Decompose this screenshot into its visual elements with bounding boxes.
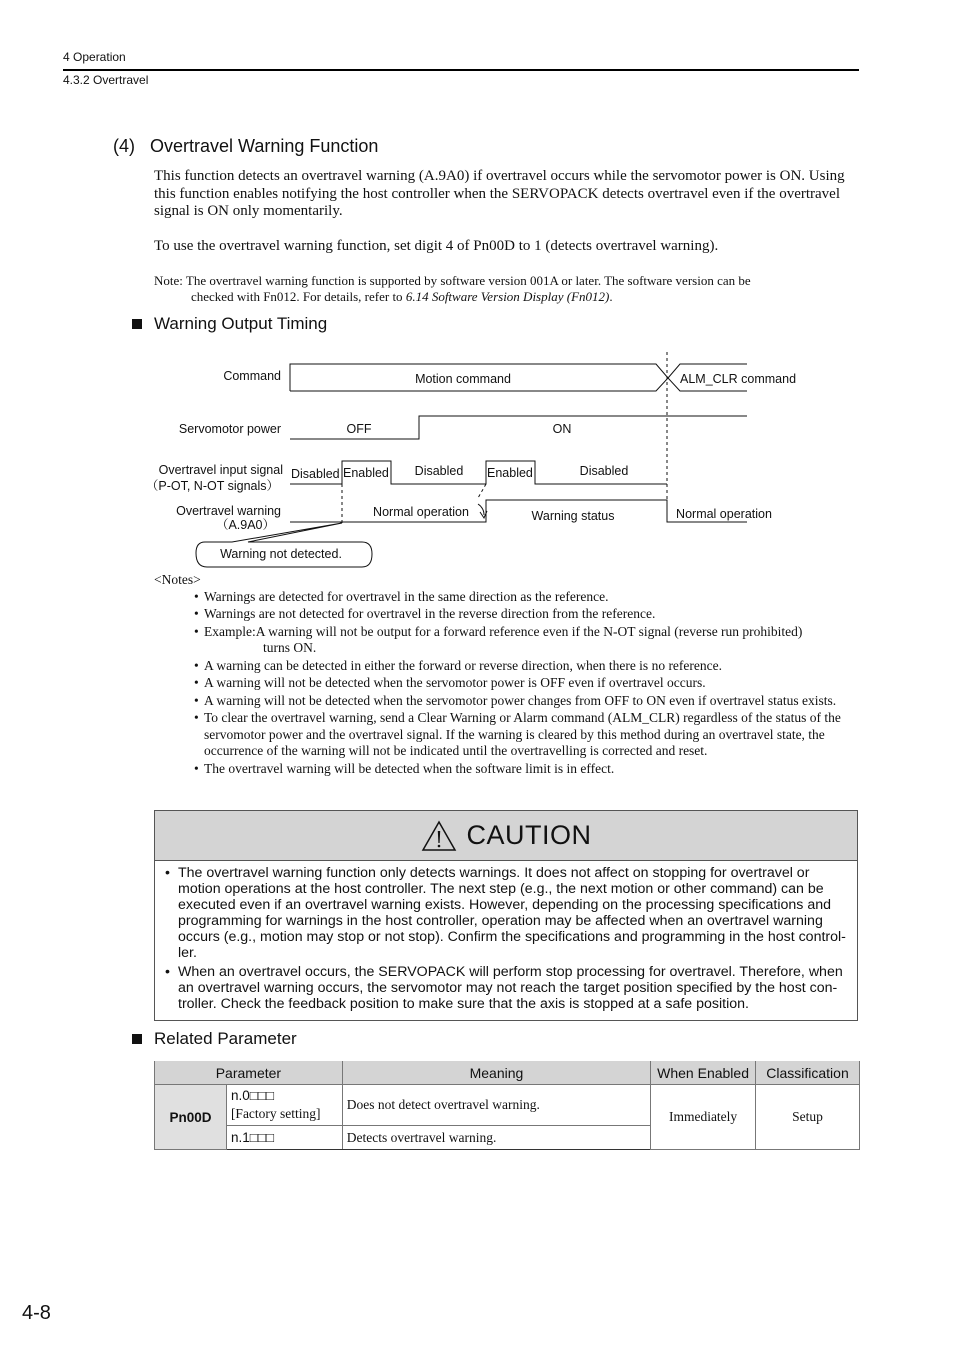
note-cont-text: checked with Fn012. For details, refer to <box>191 289 406 304</box>
caution-item: • The overtravel warning function only detects warnings. It does not affect on stopping for overtravel or motion operations at the host controller. The next step (e.g., the next motion or other command) can be executed even if an overtravel warning exists. However, depending on the processing specifications and programming for warnings in the host controller, operation may be affected when an overtravel warning occurs (e.g., motion may stop or not stop). Confirm the specifications and programming in the host control-ler. <box>165 865 849 961</box>
param-value-0 <box>226 1085 342 1126</box>
warning-status-label: Warning status <box>531 509 615 523</box>
caution-item: • When an overtravel occurs, the SERVOPACK will perform stop processing for overtravel. Therefore, when an overtravel warning occurs, the servomotor may not reach the target position specified by the host con-troller. Check the feedback position to make sure that the axis is stopped at a safe position. <box>165 964 849 1012</box>
header-parameter: Parameter <box>155 1061 343 1085</box>
caution-title: CAUTION <box>466 820 592 850</box>
note-item: • Warnings are detected for overtravel in the same direction as the reference. <box>194 589 859 606</box>
motion-command-label: Motion command <box>415 372 511 386</box>
note-item: • A warning will not be detected when the servomotor power is OFF even if overtravel occurs. <box>194 675 859 692</box>
note-end: . <box>609 289 613 304</box>
header-classification: Classification <box>756 1061 860 1085</box>
example-line-1: Example:A warning will not be output for a forward reference even if the N-OT signal (reverse run prohibited) <box>204 623 803 639</box>
when-enabled-cell: Immediately <box>651 1085 756 1150</box>
timing-heading-text: Warning Output Timing <box>154 314 328 333</box>
label-ot-input-1: Overtravel input signal <box>158 463 283 477</box>
label-command: Command <box>223 369 281 383</box>
timing-subheading <box>132 314 327 334</box>
caution-box <box>154 810 858 1021</box>
factory-setting-note: [Factory setting] <box>230 1106 321 1121</box>
running-header-chapter: 4 Operation <box>63 50 126 64</box>
caution-body <box>155 861 857 1012</box>
normal-operation-label-2: Normal operation <box>676 507 772 521</box>
table-row <box>155 1085 860 1126</box>
warning-triangle-icon <box>421 820 457 852</box>
ot-disabled-label-2: Disabled <box>414 464 464 478</box>
ot-enabled-label-2: Enabled <box>487 466 533 480</box>
software-version-note <box>154 273 859 305</box>
param-value-1: n.1□□□ <box>226 1126 342 1150</box>
caution-header <box>155 811 857 861</box>
intro-paragraph: This function detects an overtravel warning (A.9A0) if overtravel occurs while the servomotor power is ON. Using this function enables notifying the host controller when the SERVOPACK detects overtravel even if the overtravel signal is ON only momentarily. <box>154 168 845 219</box>
label-ot-input-2: （P-OT, N-OT signals） <box>145 479 279 493</box>
note-item: • The overtravel warning will be detected when the software limit is in effect. <box>194 761 859 778</box>
note-reference-link[interactable]: 6.14 Software Version Display (Fn012) <box>405 289 610 304</box>
running-header-section: 4.3.2 Overtravel <box>63 73 149 87</box>
related-heading-text: Related Parameter <box>154 1029 297 1048</box>
second-enable-dashed-line <box>478 484 486 498</box>
ot-disabled-label-1: Disabled <box>291 467 340 481</box>
classification-cell: Setup <box>756 1085 860 1150</box>
alm-clr-command-label: ALM_CLR command <box>680 372 797 386</box>
note-continuation <box>154 289 859 305</box>
note-item: • A warning can be detected in either the forward or reverse direction, when there is no reference. <box>194 658 859 675</box>
header-rule <box>63 69 859 71</box>
callout-text: Warning not detected. <box>220 547 342 561</box>
label-ot-warning-2: （A.9A0） <box>215 518 275 532</box>
param-pn00d: Pn00D <box>155 1085 227 1150</box>
meaning-0: Does not detect overtravel warning. <box>342 1085 650 1126</box>
note-item: • A warning will not be detected when the servomotor power changes from OFF to ON even if overtravel status exists. <box>194 693 859 710</box>
header-meaning: Meaning <box>342 1061 650 1085</box>
normal-operation-label-1: Normal operation <box>373 505 469 519</box>
setting-paragraph: To use the overtravel warning function, set digit 4 of Pn00D to 1 (detects overtravel warning). <box>154 238 719 254</box>
square-bullet-icon <box>132 1034 142 1044</box>
ot-enabled-label-1: Enabled <box>343 466 389 480</box>
note-item: • Warnings are not detected for overtravel in the reverse direction from the reference. <box>194 606 859 623</box>
table-header-row <box>155 1061 860 1085</box>
notes-list <box>194 589 859 778</box>
page-number: 4-8 <box>22 1302 51 1324</box>
note-item: • To clear the overtravel warning, send a Clear Warning or Alarm command (ALM_CLR) regardless of the status of the servomotor power and the overtravel signal. If the warning is cleared by this method during an overtravel state, the occurrence of the warning will not be indicated until the overtravelling is corrected and reset. <box>194 710 859 760</box>
label-servo-power: Servomotor power <box>178 422 281 436</box>
power-on-label: ON <box>552 422 572 436</box>
notes-block <box>154 572 859 778</box>
notes-title: <Notes> <box>154 572 201 587</box>
square-bullet-icon <box>132 319 142 329</box>
value-n0: n.0□□□ <box>230 1088 275 1103</box>
note-lead: Note: The overtravel warning function is supported by software version 001A or later. The software version can be <box>154 273 751 288</box>
meaning-1: Detects overtravel warning. <box>342 1126 650 1150</box>
example-line-2: turns ON. <box>263 640 317 655</box>
section-heading: (4) Overtravel Warning Function <box>113 136 379 156</box>
parameter-table <box>154 1061 860 1150</box>
related-parameter-subheading <box>132 1029 297 1049</box>
ot-disabled-label-3: Disabled <box>579 464 629 478</box>
label-ot-warning-1: Overtravel warning <box>176 504 281 518</box>
power-off-label: OFF <box>346 422 372 436</box>
header-when-enabled: When Enabled <box>651 1061 756 1085</box>
note-example <box>194 624 859 657</box>
timing-diagram <box>0 340 954 572</box>
